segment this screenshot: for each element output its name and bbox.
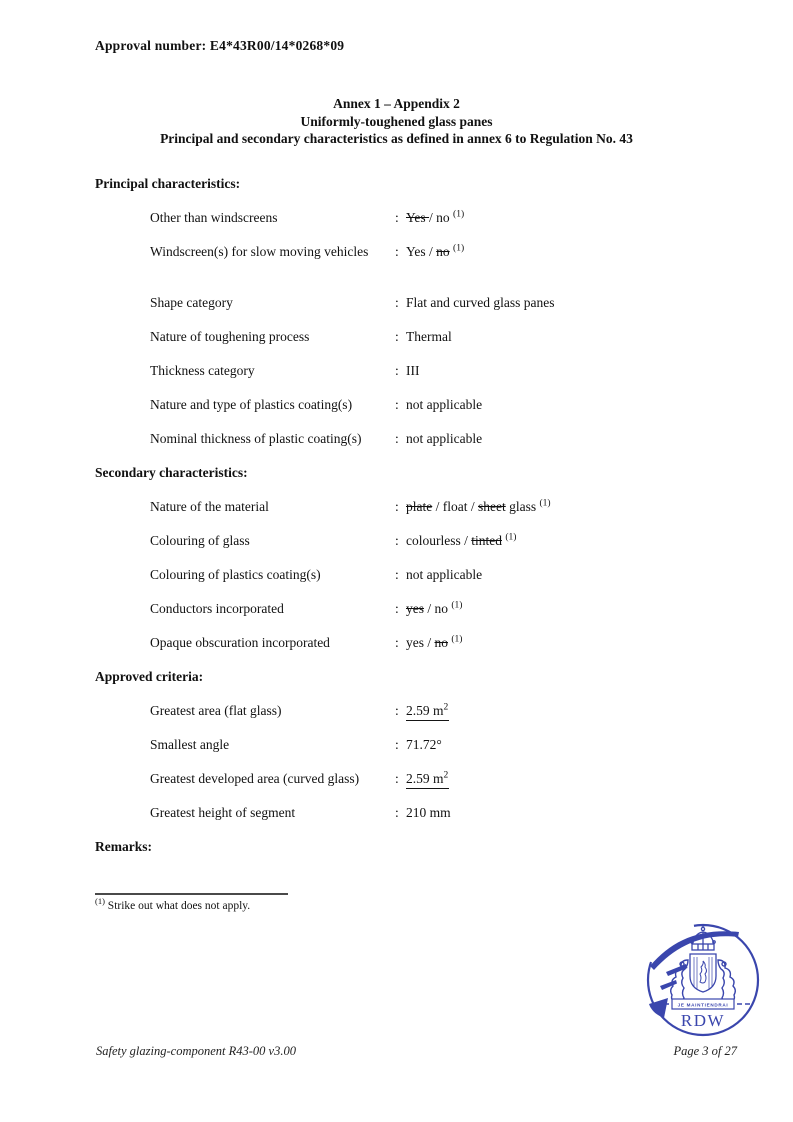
- characteristic-row: [0, 526, 793, 560]
- value-segment: / no: [429, 210, 454, 225]
- stamp-lion-right-icon: [718, 960, 735, 1002]
- colon-separator: :: [395, 771, 399, 786]
- value-segment: Thermal: [406, 329, 452, 344]
- colon-separator: :: [395, 431, 399, 446]
- characteristic-label: Colouring of plastics coating(s): [150, 567, 321, 582]
- characteristic-label: Smallest angle: [150, 737, 230, 752]
- characteristic-row: [0, 424, 793, 458]
- characteristic-row: [0, 203, 793, 237]
- value-segment: (1): [451, 634, 463, 645]
- value-segment: tinted: [471, 533, 502, 548]
- footnote-separator: [95, 893, 288, 895]
- rdw-stamp: [642, 920, 776, 1048]
- characteristic-row: [0, 492, 793, 526]
- value-segment: not applicable: [406, 397, 483, 412]
- characteristic-value: [406, 566, 793, 583]
- value-segment: plate: [406, 499, 433, 514]
- document-title: [0, 95, 793, 148]
- characteristic-label: Opaque obscuration incorporated: [150, 635, 330, 650]
- characteristic-value: [406, 770, 793, 789]
- characteristic-label: Other than windscreens: [150, 210, 278, 225]
- footer-document-version: Safety glazing-component R43-00 v3.00: [96, 1044, 296, 1058]
- value-segment: not applicable: [406, 567, 483, 582]
- colon-separator: :: [395, 703, 399, 718]
- characteristic-row: [0, 237, 793, 288]
- colon-separator: :: [395, 244, 399, 259]
- characteristic-label: Greatest area (flat glass): [150, 703, 282, 718]
- characteristic-value: [406, 600, 793, 617]
- value-segment: yes /: [406, 635, 435, 650]
- characteristic-row: [0, 798, 793, 832]
- value-segment: (1): [505, 532, 517, 543]
- colon-separator: :: [395, 363, 399, 378]
- colon-separator: :: [395, 567, 399, 582]
- footer-page-number: Page 3 of 27: [673, 1044, 737, 1058]
- stamp-coat-of-arms-icon: [690, 954, 716, 992]
- value-segment: 2: [443, 702, 449, 713]
- value-segment: 2: [443, 770, 449, 781]
- section-heading: Secondary characteristics:: [95, 465, 248, 480]
- characteristic-value: [406, 328, 793, 345]
- characteristic-row: [0, 560, 793, 594]
- approval-value: E4*43R00/14*0268*09: [209, 38, 345, 53]
- characteristic-row: [0, 390, 793, 424]
- stamp-motto-banner: [656, 999, 750, 1009]
- value-segment: / float /: [432, 499, 478, 514]
- value-segment: Yes: [406, 210, 430, 225]
- footnote: [95, 896, 251, 912]
- colon-separator: :: [395, 805, 399, 820]
- characteristic-value: [406, 804, 793, 821]
- stamp-motto: JE MAINTIENDRAI: [677, 1002, 729, 1008]
- value-segment: no: [434, 635, 448, 650]
- colon-separator: :: [395, 533, 399, 548]
- characteristic-label: Thickness category: [150, 363, 255, 378]
- value-segment: yes: [406, 601, 424, 616]
- value-segment: colourless /: [406, 533, 472, 548]
- characteristic-value: [406, 532, 793, 549]
- footnote-marker: (1): [95, 896, 105, 907]
- value-segment: sheet: [478, 499, 506, 514]
- footnote-text: Strike out what does not apply.: [104, 900, 251, 912]
- characteristic-row: [0, 356, 793, 390]
- approval-label: Approval number:: [95, 38, 207, 53]
- colon-separator: :: [395, 295, 399, 310]
- characteristic-row: [0, 594, 793, 628]
- characteristic-label: Colouring of glass: [150, 533, 250, 548]
- characteristic-label: Windscreen(s) for slow moving vehicles: [150, 244, 369, 259]
- value-segment: 2.59 m: [406, 703, 444, 718]
- characteristic-label: Shape category: [150, 295, 233, 310]
- underlined-value: [406, 770, 449, 789]
- colon-separator: :: [395, 397, 399, 412]
- characteristic-value: [406, 362, 793, 379]
- value-segment: Flat and curved glass panes: [406, 295, 555, 310]
- characteristic-value: [406, 209, 793, 226]
- characteristic-label: Nominal thickness of plastic coating(s): [150, 431, 362, 446]
- approval-number-line: [95, 38, 344, 54]
- colon-separator: :: [395, 601, 399, 616]
- colon-separator: :: [395, 210, 399, 225]
- characteristic-label: Greatest height of segment: [150, 805, 296, 820]
- colon-separator: :: [395, 635, 399, 650]
- characteristic-row: [0, 288, 793, 322]
- value-segment: (1): [539, 498, 551, 509]
- characteristic-label: Nature of toughening process: [150, 329, 310, 344]
- colon-separator: :: [395, 329, 399, 344]
- section-heading: Principal characteristics:: [95, 176, 241, 191]
- characteristic-value: [406, 736, 793, 753]
- value-segment: Yes /: [406, 244, 437, 259]
- stamp-crown-icon: [691, 924, 715, 950]
- title-line-3: Principal and secondary characteristics as defined in annex 6 to Regulation No. 43: [160, 131, 633, 146]
- characteristic-value: [406, 498, 793, 515]
- underlined-value: [406, 702, 449, 721]
- value-segment: (1): [453, 243, 465, 254]
- colon-separator: :: [395, 737, 399, 752]
- title-line-2: Uniformly-toughened glass panes: [300, 113, 493, 129]
- characteristic-label: Nature and type of plastics coating(s): [150, 397, 353, 412]
- characteristic-value: [406, 430, 793, 447]
- colon-separator: :: [395, 499, 399, 514]
- characteristic-label: Nature of the material: [150, 499, 269, 514]
- characteristic-row: [0, 730, 793, 764]
- value-segment: 2.59 m: [406, 771, 444, 786]
- value-segment: not applicable: [406, 431, 483, 446]
- value-segment: (1): [453, 209, 465, 220]
- characteristic-label: Conductors incorporated: [150, 601, 284, 616]
- characteristic-value: [406, 634, 793, 651]
- characteristic-label: Greatest developed area (curved glass): [150, 771, 360, 786]
- characteristic-value: [406, 702, 793, 721]
- value-segment: III: [406, 363, 420, 378]
- section-heading: Remarks:: [95, 839, 152, 854]
- value-segment: (1): [451, 600, 463, 611]
- characteristic-row: [0, 696, 793, 730]
- characteristic-value: [406, 243, 793, 260]
- value-segment: 71.72°: [406, 737, 442, 752]
- characteristics-content: [0, 169, 793, 866]
- characteristic-value: [406, 294, 793, 311]
- title-line-1: Annex 1 – Appendix 2: [333, 96, 460, 111]
- characteristic-row: [0, 322, 793, 356]
- value-segment: glass: [505, 499, 540, 514]
- section-heading: Approved criteria:: [95, 669, 204, 684]
- stamp-rdw-label: RDW: [680, 1011, 726, 1030]
- characteristic-row: [0, 764, 793, 798]
- value-segment: no: [436, 244, 450, 259]
- value-segment: / no: [424, 601, 452, 616]
- characteristic-value: [406, 396, 793, 413]
- value-segment: 210 mm: [406, 805, 451, 820]
- characteristic-row: [0, 628, 793, 662]
